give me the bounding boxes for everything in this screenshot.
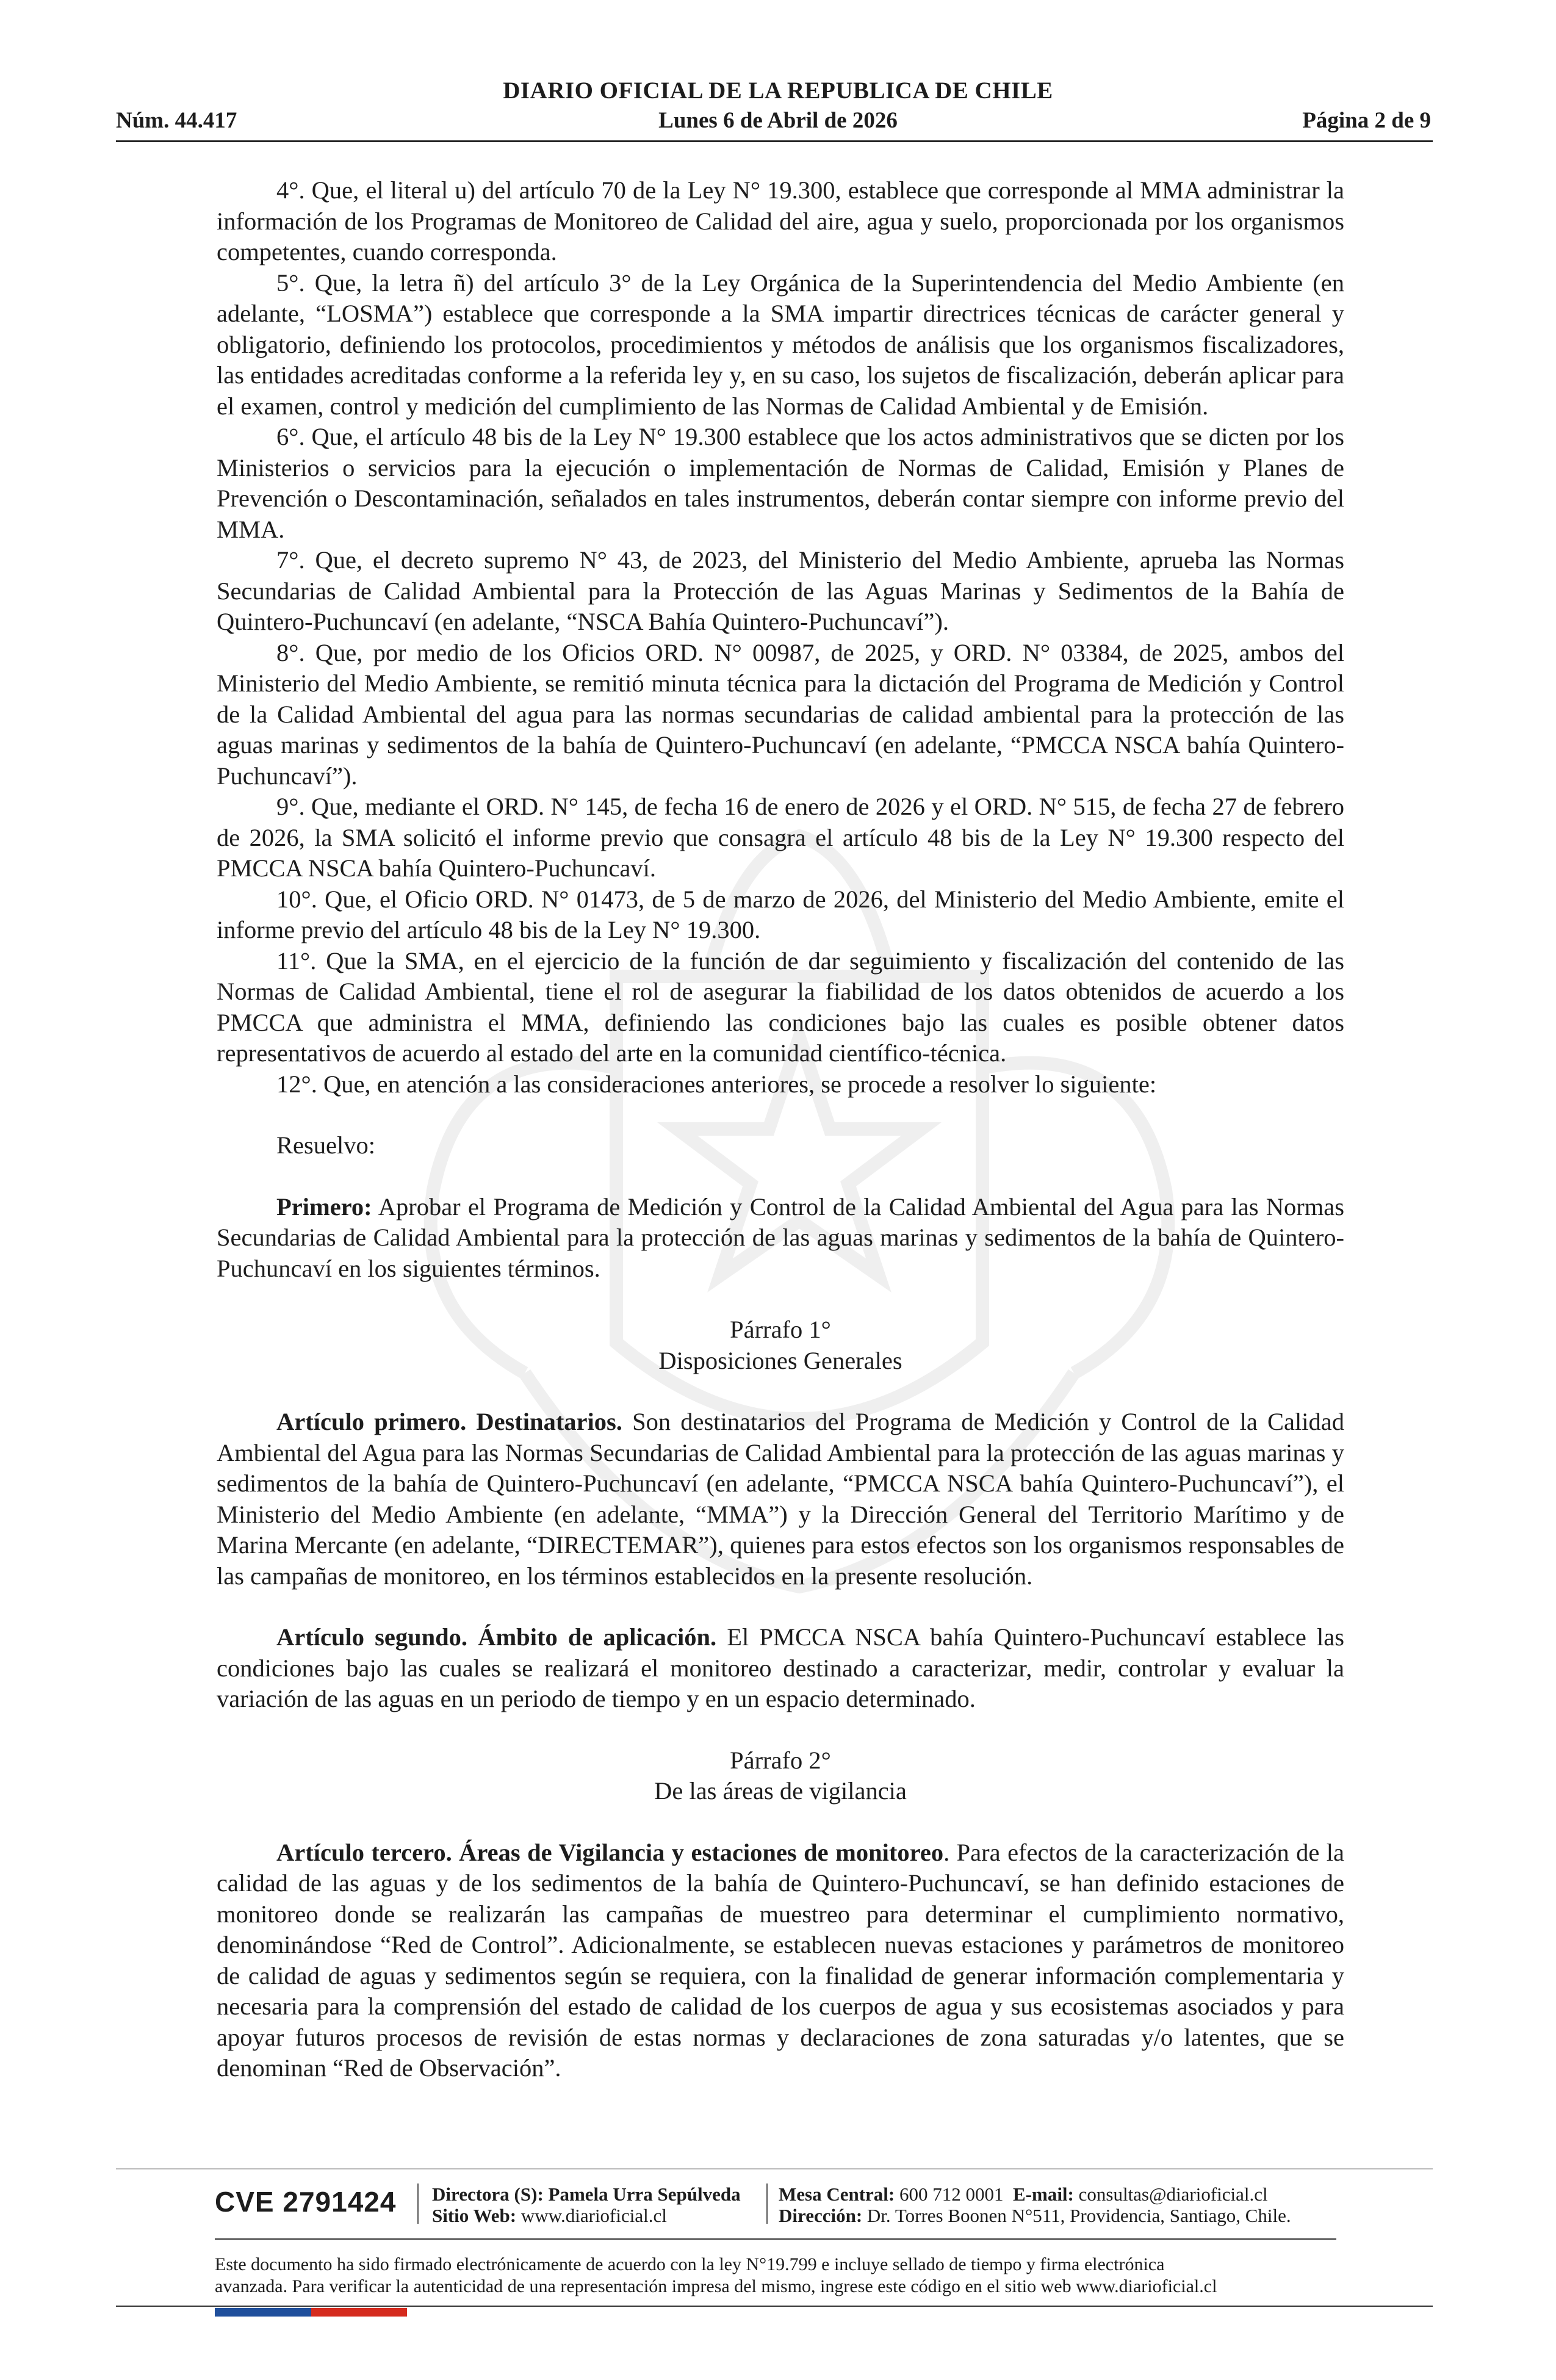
primero-label: Primero: [276,1192,372,1221]
footer-contact-block [779,2183,1291,2226]
paragraph-2-number: Párrafo 2° [730,1746,831,1774]
article-1-text: Son destinatarios del Programa de Medición y Control de la Calidad Ambiental del Agua para las Normas Secundarias de Calidad Ambiental para la protección de las aguas marinas y sedimentos de la bahía de Quintero-Puchuncaví (en adelante, “PMCCA NSCA bahía Quintero-Puchuncaví”), el Ministerio del Medio Ambiente (en adelante, “MMA”) y la Dirección General del Territorio Marítimo y de Marina Mercante (en adelante, “DIRECTEMAR”), quienes para estos efectos son los organismos responsables de las campañas de monitoreo, en los términos establecidos en la presente resolución. [217,1408,1344,1590]
article-1 [217,1407,1344,1592]
web-label: Sitio Web: [432,2205,517,2226]
considerando-8: 8°. Que, por medio de los Oficios ORD. N° 00987, de 2025, y ORD. N° 03384, de 2025, ambos del Ministerio del Medio Ambiente, se remitió minuta técnica para la dictación del Programa de Medición y Control de la Calidad Ambiental del agua para las normas secundarias de calidad ambiental para la protección de las aguas marinas y sedimentos de la bahía de Quintero-Puchuncaví (en adelante, “PMCCA NSCA bahía Quintero-Puchuncaví”). [217,638,1344,790]
footer-editor-block [432,2183,741,2226]
article-3-label: Artículo tercero. Áreas de Vigilancia y estaciones de monitoreo [276,1838,944,1866]
address: Dr. Torres Boonen N°511, Providencia, Santiago, Chile. [866,2205,1291,2226]
mesa-label: Mesa Central: [779,2183,895,2205]
article-2-label: Artículo segundo. Ámbito de aplicación. [276,1623,717,1651]
issue-date: Lunes 6 de Abril de 2026 [658,108,898,133]
considerando-12: 12°. Que, en atención a las consideraciones anteriores, se procede a resolver lo siguiente: [276,1070,1157,1098]
signature-notice-line-1: Este documento ha sido firmado electrónicamente de acuerdo con la ley N°19.799 e incluye sellado de tiempo y firma electrónica [215,2254,1165,2274]
cve-code: CVE 2791424 [215,2186,397,2218]
considerando-6: 6°. Que, el artículo 48 bis de la Ley N° 19.300 establece que los actos administrativos que se dicten por los Ministerios o servicios para la ejecución o implementación de Normas de Calidad, Emisión y Planes de Prevención o Descontaminación, señalados en tales instrumentos, deberán contar siempre con informe previo del MMA. [217,423,1344,543]
article-1-label: Artículo primero. Destinatarios. [276,1408,622,1435]
directora-name: Pamela Urra Sepúlveda [548,2183,741,2205]
footer-bottom-divider [116,2306,1433,2307]
header-divider [116,140,1433,142]
newspaper-title: DIARIO OFICIAL DE LA REPUBLICA DE CHILE [503,78,1053,104]
email-label: E-mail: [1013,2183,1074,2205]
directora-label: Directora (S): [432,2183,544,2205]
paragraph-1-number: Párrafo 1° [730,1316,831,1343]
article-2-text: El PMCCA NSCA bahía Quintero-Puchuncaví establece las condiciones bajo las cuales se realizará el monitoreo destinado a caracterizar, medir, controlar y evaluar la variación de las aguas en un periodo de tiempo y en un espacio determinado. [217,1623,1345,1712]
footer-middle-divider [215,2238,1336,2240]
considerando-9: 9°. Que, mediante el ORD. N° 145, de fecha 16 de enero de 2026 y el ORD. N° 515, de fecha 27 de febrero de 2026, la SMA solicitó el informe previo que consagra el artículo 48 bis de la Ley N° 19.300 respecto del PMCCA NSCA bahía Quintero-Puchuncaví. [217,793,1344,882]
considerando-7: 7°. Que, el decreto supremo N° 43, de 2023, del Ministerio del Medio Ambiente, aprueba las Normas Secundarias de Calidad Ambiental para la Protección de las Aguas Marinas y Sedimentos de la Bahía de Quintero-Puchuncaví (en adelante, “NSCA Bahía Quintero-Puchuncaví”). [217,546,1344,635]
flag-bar-blue [215,2308,311,2317]
resuelvo-heading: Resuelvo: [276,1131,375,1159]
footer-column-divider [766,2183,768,2224]
article-3-text: . Para efectos de la caracterización de la calidad de las aguas y de los sedimentos de la bahía de Quintero-Puchuncaví, se han definido estaciones de monitoreo donde se realizarán las campañas de muestreo para determinar el cumplimiento normativo, denominándose “Red de Control”. Adicionalmente, se establecen nuevas estaciones y parámetros de monitoreo de calidad de aguas y sedimentos según se requiera, con la finalidad de generar información complementaria y necesaria para la comprensión del estado de calidad de los cuerpos de agua y sus ecosistemas asociados y para apoyar futuros procesos de revisión de estas normas y declaraciones de zona saturadas y/o latentes, que se denominan “Red de Observación”. [217,1838,1344,2082]
footer-top-divider [116,2168,1433,2169]
direccion-label: Dirección: [779,2205,863,2226]
paragraph-1-title: Disposiciones Generales [658,1346,902,1374]
article-3 [217,1837,1344,2084]
phone-number: 600 712 0001 [899,2183,1004,2205]
article-2 [217,1622,1344,1715]
signature-notice-line-2: avanzada. Para verificar la autenticidad de una representación impresa del mismo, ingrese este código en el sitio web www.diarioficial.cl [215,2276,1217,2296]
document-body [217,175,1344,2084]
resolution-primero [217,1192,1344,1285]
considerando-5: 5°. Que, la letra ñ) del artículo 3° de la Ley Orgánica de la Superintendencia del Medio Ambiente (en adelante, “LOSMA”) establece que corresponde a la SMA impartir directrices técnicas de carácter general y obligatorio, definiendo los protocolos, procedimientos y métodos de análisis que los organismos fiscalizadores, las entidades acreditadas conforme a la referida ley y, en su caso, los sujetos de fiscalización, deberán aplicar para el examen, control y medición del cumplimiento de las Normas de Calidad Ambiental y de Emisión. [217,269,1344,420]
considerando-10: 10°. Que, el Oficio ORD. N° 01473, de 5 de marzo de 2026, del Ministerio del Medio Ambiente, emite el informe previo del artículo 48 bis de la Ley N° 19.300. [217,885,1344,943]
issue-number: Núm. 44.417 [116,108,237,133]
considerando-4: 4°. Que, el literal u) del artículo 70 de la Ley N° 19.300, establece que corresponde al MMA administrar la información de los Programas de Monitoreo de Calidad del aire, agua y suelo, proporcionada por los organismos competentes, cuando corresponda. [217,176,1344,265]
footer-column-divider [417,2183,419,2224]
page-number: Página 2 de 9 [1302,108,1431,133]
paragraph-2-title: De las áreas de vigilancia [654,1777,907,1805]
considerando-11: 11°. Que la SMA, en el ejercicio de la función de dar seguimiento y fiscalización del contenido de las Normas de Calidad Ambiental, tiene el rol de asegurar la fiabilidad de los datos obtenidos de acuerdo a los PMCCA que administra el MMA, definiendo las condiciones bajo las cuales es posible obtener datos representativos de acuerdo al estado del arte en la comunidad científico-técnica. [217,947,1344,1067]
website-link[interactable]: www.diarioficial.cl [520,2205,667,2226]
email-link[interactable]: consultas@diarioficial.cl [1078,2183,1268,2205]
primero-text: Aprobar el Programa de Medición y Control de la Calidad Ambiental del Agua para las Normas Secundarias de Calidad Ambiental para la protección de las aguas marinas y sedimentos de la bahía de Quintero-Puchuncaví en los siguientes términos. [217,1192,1344,1282]
signature-notice [215,2254,1350,2298]
flag-bar-red [311,2308,407,2317]
